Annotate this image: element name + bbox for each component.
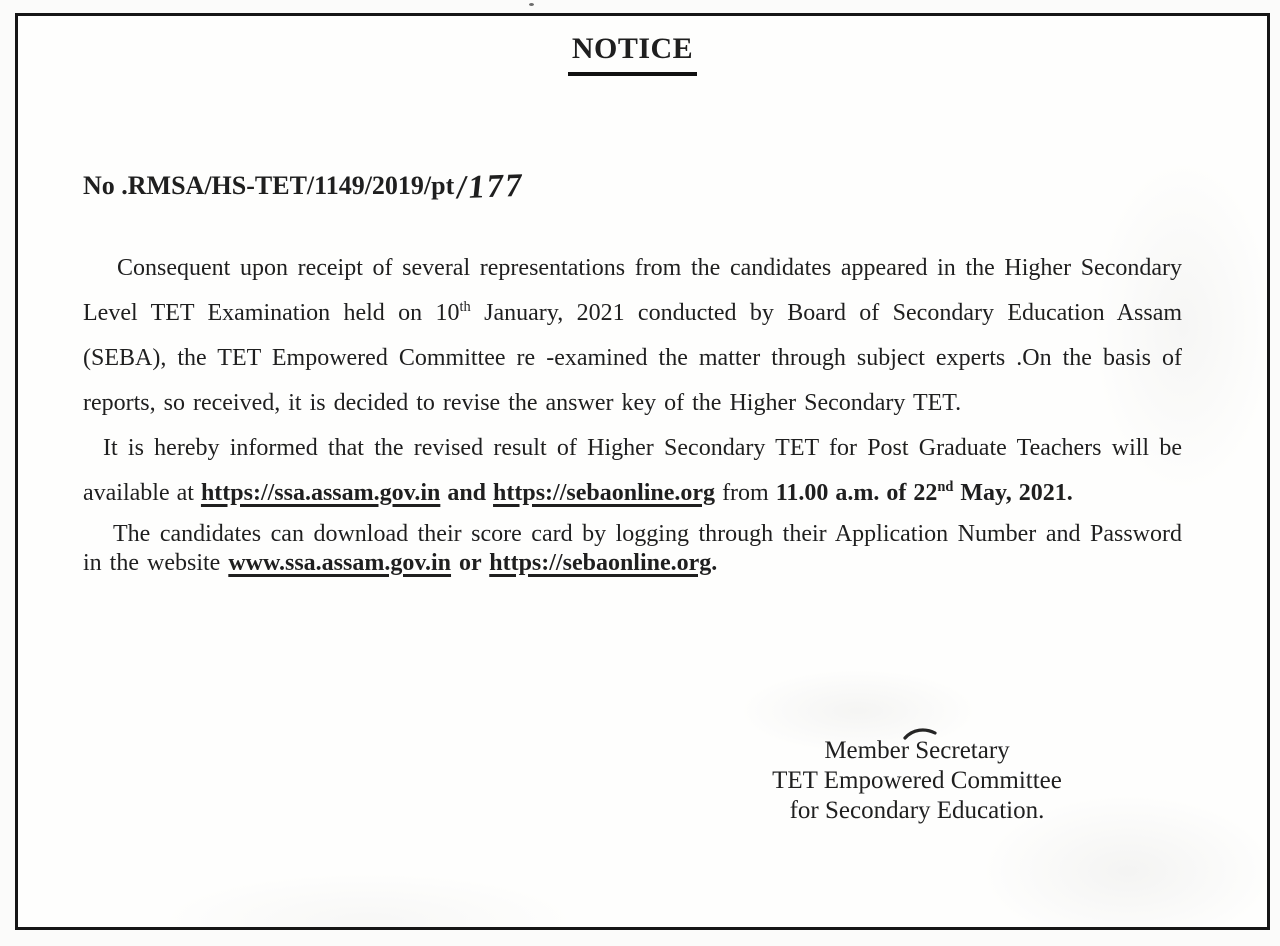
scan-speck — [529, 3, 534, 6]
paragraph-revised-result — [83, 426, 1182, 516]
signature-pen-stroke — [903, 727, 937, 740]
text-segment: January, 2021 conducted by Board of Secondary Education Assam (SEBA), the TET Empowered Committee re -examined the matter through subject experts .On the basis of reports, so received, it is decided to revise the answer key of the Higher Secondary TET. — [83, 300, 1183, 416]
link-sebaonline-org: https://sebaonline.org — [493, 480, 716, 506]
text-segment: or — [451, 550, 490, 576]
reference-number-printed: No .RMSA/HS-TET/1149/2019/pt — [83, 171, 455, 200]
link-sebaonline-org: https://sebaonline.org — [489, 550, 712, 576]
signatory-title: Member Secretary — [824, 737, 1010, 764]
notice-title — [83, 27, 1182, 76]
notice-document-page — [15, 13, 1270, 930]
signatory-committee: TET Empowered Committee — [772, 767, 1062, 794]
reference-number-handwritten: /177 — [455, 167, 526, 207]
ordinal-superscript: th — [459, 299, 471, 315]
reference-number — [83, 166, 1182, 206]
text-segment: . — [711, 550, 718, 576]
text-segment: Consequent upon receipt of several representations from the candidates appeared in the Higher Secondary Level TET Examination held on 10 — [83, 255, 1182, 326]
link-www-ssa-assam-gov-in: www.ssa.assam.gov.in — [228, 550, 452, 576]
text-segment: and — [440, 480, 494, 506]
link-ssa-assam-gov-in: https://ssa.assam.gov.in — [200, 480, 441, 506]
notice-title-text: NOTICE — [568, 27, 697, 76]
signature-block — [697, 736, 1137, 826]
result-time-date: May, 2021. — [953, 480, 1073, 506]
text-segment: The candidates can download their score card by logging through their Application Number and Password in the website — [83, 521, 1182, 576]
paragraph-consequent — [83, 246, 1182, 426]
ordinal-superscript: nd — [937, 479, 954, 495]
result-time-date: 11.00 a.m. of 22 — [775, 480, 938, 506]
paragraph-score-card — [83, 520, 1182, 578]
signatory-department: for Secondary Education. — [789, 797, 1045, 824]
text-segment: It is hereby informed that the revised result of Higher Secondary TET for Post Graduate Teachers will be available at — [83, 435, 1182, 506]
text-segment: from — [715, 480, 776, 506]
